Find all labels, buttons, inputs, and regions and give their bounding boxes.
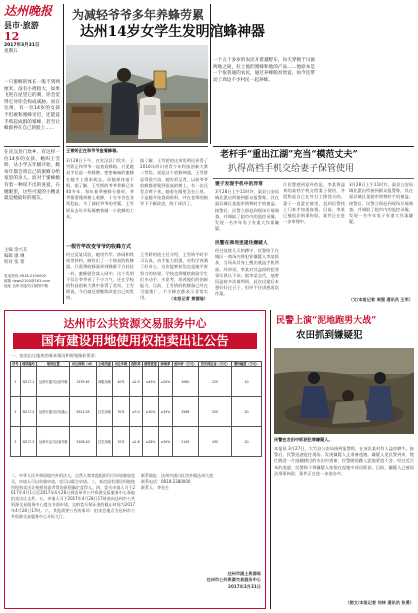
table-cell: 40年	[113, 367, 129, 397]
col-header: 序号	[12, 362, 19, 366]
table-row	[11, 367, 262, 397]
col-header: 容积率	[130, 362, 141, 366]
col-header: 地块位置	[37, 362, 70, 367]
second-body-b: 经过连续几天的蹲守，民警终于在城区一商场内将犯罪嫌疑人李某抓获，当场从其身上搜出被盗手机两部。经审讯，李某对其盗窃的犯罪事实供认不讳。据李某交代，他曾因盗窃多次被判刑，此次出狱后本想好好过日子，但经不住诱惑再次作案。	[215, 248, 279, 297]
table-cell: 5208.40	[70, 427, 96, 457]
table-cell: DZ17-3	[20, 427, 36, 457]
table-cell: 430	[199, 427, 232, 457]
table-cell: DZ17-2	[20, 397, 36, 427]
table-cell: 3235.62	[70, 367, 96, 397]
table-cell: ≤30%	[142, 397, 158, 427]
issue-weekday: 星期五	[4, 49, 18, 54]
table-cell: 达州市达川区南外镇	[37, 427, 70, 457]
third-kicker: 民警上演“泥地跑男大战”	[276, 316, 377, 326]
masthead-logo: 达州晚报	[4, 4, 53, 18]
auction-title-2: 国有建设用地使用权拍卖出让公告	[13, 333, 257, 349]
section-name: 县市·旅游	[4, 20, 39, 30]
page-number: 12	[4, 30, 20, 43]
main-body-c: 据了解，王雪娇的这项发明还获得了2016年四川省青少年科技创新大赛二等奖。说起这个收蜂神器，王雪娇显得很兴奋，她告诉记者，以前爷爷收蜂都要爬到很高的树上，有一次还差点摔下来，她看在眼里急在心里。于是她开始查阅资料，并在老师的指导下不断改进，终于成功了。	[140, 158, 208, 207]
auction-issuer: 达州市国土资源局 达州市公共资源交易服务中心 2017年3月31日	[206, 571, 261, 589]
table-cell: 2	[11, 397, 21, 427]
auction-contact: 联系地址：达州市通川区西外镇达州大道 联系电话：0818-2380000 联系人：李先生	[141, 473, 213, 490]
second-body-c-cont: 3月28日上午11时许，渠县公安局城北派出所接到群众报警称，其在渠县城区某超市购物时手机被盗。接警后，民警立即赶到现场开展调查，并调取了超市内的监控录像，发现一名中年男子有重大作案嫌疑。	[349, 182, 413, 225]
table-cell: ≤3.0	[129, 397, 142, 427]
col-header: 绿地率	[160, 362, 171, 366]
left-teaser-2: 在宣汉县门坎乡，有这样一位14岁的女孩，她叫王雪娇，从小学五年级开始，她每年都会将自己的蜜蜂分给家里的亲人，而对于蜜蜂她有着一种说不出的喜爱，在她眼里，这些可爱的小精灵就是她最好的朋友。	[4, 150, 60, 202]
masthead	[4, 4, 62, 66]
second-body-a: 3月28日上午11时许，渠县公安局城北派出所接到群众报警称，其在渠县城区某超市购物时手机被盗。接警后，民警立即赶到现场开展调查，并调取了超市内的监控录像，发现一名中年男子有重大作案嫌疑。	[215, 189, 279, 232]
issue-date: 2017年3月31日	[4, 43, 40, 48]
col-header: 起叫价（万元）	[172, 362, 198, 367]
table-cell: 1	[11, 367, 21, 397]
table-cell: ≥35%	[159, 397, 172, 427]
editor-credits: 主编 余兴友 编辑 廖 琳 校对 张 蕾	[4, 248, 28, 266]
photo-caption: 王雪娇正在和爷爷查看蜂箱。	[66, 148, 121, 153]
table-cell: ≤2.8	[129, 427, 142, 457]
second-byline: （文/本报记者 周强 通讯员 王军）	[348, 297, 413, 302]
col-header: 竞买保证金（万元）	[199, 362, 232, 367]
third-headline: 农田抓到嫌疑犯	[296, 330, 363, 341]
table-cell: 2568	[172, 397, 198, 427]
beekeeping-photo	[66, 45, 208, 143]
main-body-d: 王雪娇的班主任介绍，王雪娇平时学习认真，动手能力很强，对科学充满了好奇心，这次能够获奖也是她平时努力的结果。学校也将继续鼓励学生们多动手、多思考，培养他们的创新能力。目前，王雪娇的收蜂器已经在当地推广，不少蜂农都表示非常实用。	[140, 252, 208, 301]
main-headline: 达州14岁女学生发明涫蜂神器	[80, 24, 265, 40]
table-cell: ≥30%	[159, 427, 172, 457]
table-cell: 70年	[113, 397, 129, 427]
second-body-c: 让民警感到意外的是，李某将盗来的高档手机交给妻子使用，并谎称是自己在外打工挣钱买的。妻子一直蒙在鼓里，直到民警找上门来才知道真相。目前，李某已被依法刑事拘留，案件正在进一步审理中。	[283, 182, 345, 225]
main-byline: （本报记者 黄德瑜）	[168, 296, 208, 301]
table-cell: 6312.55	[70, 397, 96, 427]
second-sub-2: 民警在商场里逮住嫌疑人	[215, 240, 268, 246]
auction-intro: 一、拍卖出让地块的基本情况和规划指标要求：	[11, 353, 99, 358]
main-kicker: 为减轻爷爷多年养蜂劳累	[72, 8, 205, 22]
third-caption: 民警在农田中抓获犯罪嫌疑人。	[274, 437, 333, 442]
table-cell: 1080	[172, 367, 198, 397]
auction-notes: 二、中华人民共和国境内外的法人、自然人和其他组织均可申请参加竞买，申请人可以单独申请，也可以联合申请。三、本次国有建设用地使用权拍卖出让按照价高者得的原则确定竞得人。四、竞买申请人可于2017年4月1日至2017年4月28日到达州市公共资源交易服务中心获取拍卖出让文件。五、申请人可于2017年4月28日17时前向达州市公共资源交易服务中心提交书面申请，交纳竞买保证金的截止时间为2017年4月28日17时。六、其他需要公告的事项：拍卖会地点为达州市公共资源交易服务中心开标大厅。	[11, 473, 135, 519]
second-sub-1: 妻子发现手机中的异常	[215, 181, 263, 187]
col-header: 增价幅度（万元）	[232, 362, 262, 367]
main-subheading: 一根竹竿改变爷爷的收蜂方式	[66, 244, 132, 250]
left-teaser: 一只蜜蜂的体长一般不到两厘米，没有小拇指大，如果飞进在屋里它的刺，你会觉得它对你会构成威胁。而在达州，有一位14岁的女孩不但敢和蜜蜂亲近，还能徒手抓起成群的蜜蜂，甚至让蜂群停在自己的脸上……	[4, 80, 60, 132]
col-header: 出让年限	[114, 362, 128, 366]
right-top-teaser: 一个五十多岁的农民开着越野车，每天穿梭于川渝两地之间，拉上他的蜜蜂和他的产品……他原本是一个很普通的农民，通过养蜂脱贫致富，如今还带动了周边不少村民一起养蜂。	[213, 58, 315, 83]
table-row	[11, 397, 262, 427]
table-cell: 住宅用地	[96, 397, 112, 427]
contact-info: 电话热线 0818-2100000 邮箱 dzwb2100@163.com 地址 达州市通川区朝阳中路	[4, 274, 51, 288]
table-cell: 2145	[172, 427, 198, 457]
table-cell: 520	[199, 397, 232, 427]
second-headline: 扒得高档手机交给妻子保管使用	[228, 164, 355, 174]
table-cell: ≤2.5	[129, 367, 142, 397]
field-arrest-photo	[274, 348, 414, 434]
auction-table-header	[11, 362, 262, 367]
table-cell: 达州市通川区西外镇	[37, 367, 70, 397]
auction-notice	[4, 310, 266, 609]
table-cell: 10	[232, 367, 262, 397]
table-cell: DZ17-1	[20, 367, 36, 397]
table-cell: 达州市通川区凤凰山	[37, 397, 70, 427]
col-header: 地块编号	[22, 362, 35, 366]
table-row	[11, 427, 262, 457]
table-cell: 70年	[113, 427, 129, 457]
auction-table	[10, 361, 262, 457]
table-cell: ≥20%	[159, 367, 172, 397]
main-body-a: 3月28日下午，在宣汉县门坎乡，王雪娇正和爷爷一起查看蜂箱。只见她双手托起一块蜂脾，密密麻麻的蜜蜂在她手上爬来爬去，而她却丝毫不惧。据了解，王雪娇的爷爷养蜂已有40多年，每年春季蜜蜂分群时，爷爷都要爬到树上收蜂，十分辛苦也非常危险。为了减轻爷爷的劳累，王雪娇从去年开始琢磨着做一个收蜂的工具。	[66, 158, 134, 219]
col-header: 出让面积（㎡）	[70, 362, 96, 367]
auction-title-1: 达州市公共资源交易服务中心	[63, 317, 207, 330]
third-byline: （图文/本报记者 何林 通讯员 张勇）	[345, 600, 414, 605]
table-cell: ≤45%	[142, 367, 158, 397]
third-body: 本报讯 3月27日，大竹县公安局接到报警称，在该县某村有人盗窃耕牛。接警后，民警迅速赶往现场，发现嫌疑人正准备逃跑。嫌疑人见民警到来，慌忙跳进一片刚翻耕过的水田中逃窜，民警随即跳入泥地紧追不舍。经过近百米的追逐，民警终于将嫌疑人按倒在泥地中成功抓获。目前，嫌疑人已被依法刑事拘留，案件正在进一步侦办中。	[274, 446, 414, 476]
table-cell: 3	[11, 427, 21, 457]
table-cell: ≤28%	[142, 427, 158, 457]
table-cell: 220	[199, 367, 232, 397]
table-cell: 住宅用地	[96, 427, 112, 457]
main-body-b: 经过反复试验，她用竹竿、纱网和铁丝等材料，制作出了一个简易的收蜂器，只需将收蜂器举到蜂群下方轻轻一抖，蜜蜂就会落入网中。这个发明不仅让爷爷省了不少力气，还在学校的科技创新大赛中获得了奖项。王雪娇说，今后她还要继续改进自己的发明。	[66, 252, 134, 301]
table-cell: 20	[232, 427, 262, 457]
col-header: 土地用途	[98, 362, 111, 366]
table-cell: 商服用地	[96, 367, 112, 397]
table-cell: 20	[232, 397, 262, 427]
col-header: 建筑密度	[144, 362, 157, 366]
second-kicker: 老杆手“重出江湖”充当“模范丈夫”	[220, 150, 358, 160]
